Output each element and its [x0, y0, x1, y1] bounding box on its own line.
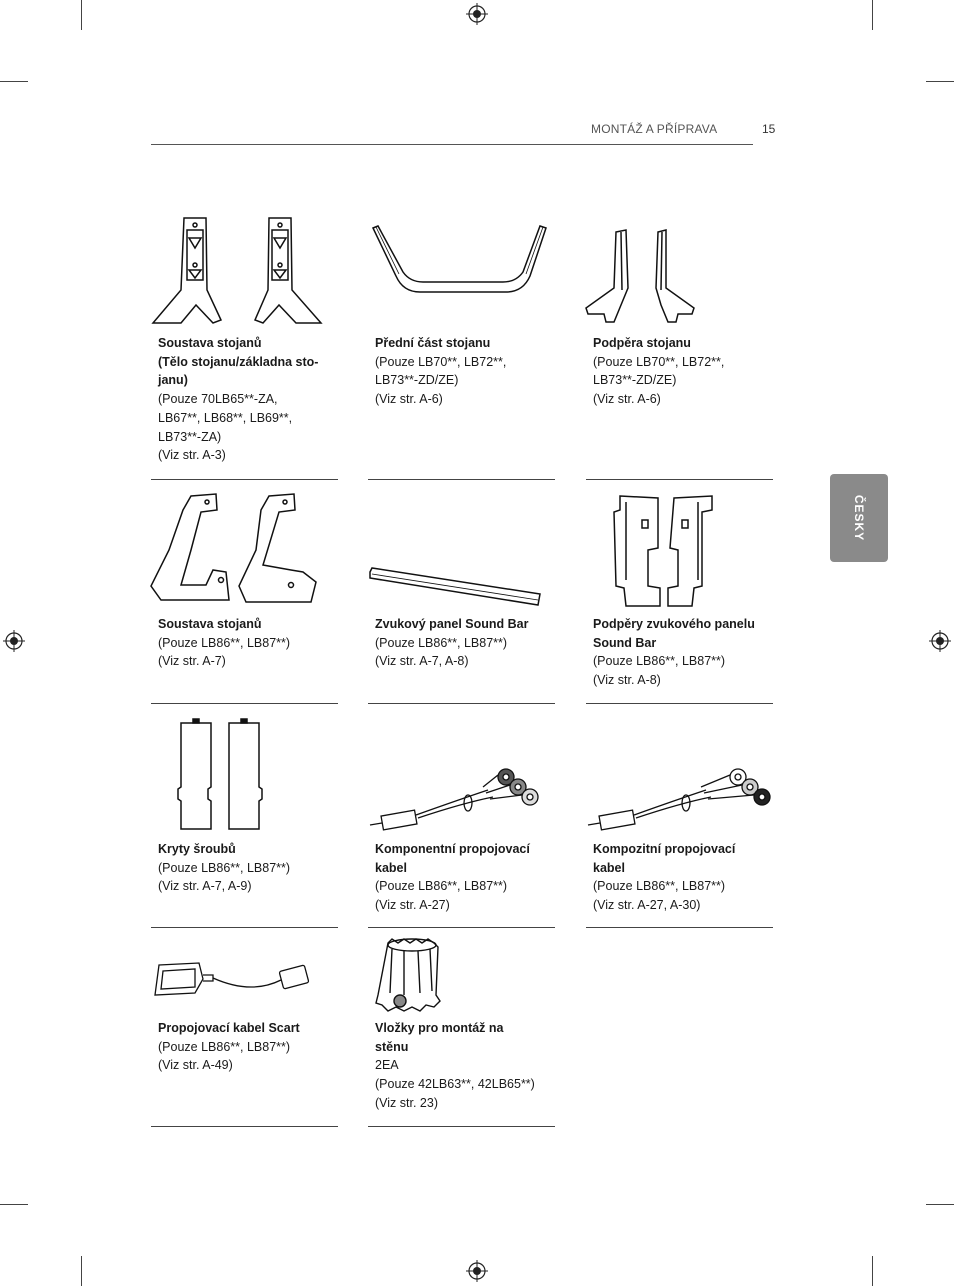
language-tab-label: ČESKY — [852, 494, 866, 542]
crop-mark — [0, 1204, 28, 1205]
crop-mark — [81, 1256, 82, 1286]
item-description — [158, 334, 336, 465]
item-divider — [151, 479, 338, 480]
item-title-cont: Sound Bar — [593, 635, 657, 650]
item-line: (Viz str. A-27) — [375, 898, 450, 913]
item-divider — [586, 927, 773, 928]
sound-bar-support-icon — [586, 490, 773, 610]
item-title-cont: kabel — [375, 860, 407, 875]
component-cable-icon — [368, 715, 555, 835]
crop-mark — [926, 81, 954, 82]
registration-mark-icon — [466, 3, 488, 25]
item-line: LB73**-ZA) — [158, 429, 222, 444]
item-line: (Viz str. A-8) — [593, 673, 661, 688]
item-line: (Viz str. A-27, A-30) — [593, 898, 701, 913]
item-title: Přední část stojanu — [375, 336, 491, 350]
item-line: (Viz str. A-6) — [593, 392, 661, 407]
stand-assembly-lb86-icon — [151, 490, 338, 610]
item-title: Propojovací kabel Scart — [158, 1021, 300, 1035]
item-title: Zvukový panel Sound Bar — [375, 617, 529, 631]
item-description — [158, 840, 336, 896]
item-line: (Viz str. 23) — [375, 1095, 438, 1110]
item-description — [375, 1019, 553, 1113]
composite-cable-icon — [586, 715, 773, 835]
item-title-cont: kabel — [593, 860, 625, 875]
item-line: (Pouze 42LB63**, 42LB65**) — [375, 1077, 535, 1092]
crop-mark — [926, 1204, 954, 1205]
item-line: (Viz str. A-6) — [375, 392, 443, 407]
item-title-cont: stěnu — [375, 1039, 409, 1054]
section-title: MONTÁŽ A PŘÍPRAVA — [591, 122, 718, 136]
item-line: (Pouze LB86**, LB87**) — [593, 879, 726, 894]
stand-front-icon — [368, 210, 555, 330]
item-divider — [368, 1126, 555, 1127]
item-line: (Viz str. A-7) — [158, 654, 226, 669]
crop-mark — [872, 1256, 873, 1286]
registration-mark-icon — [929, 630, 951, 652]
item-line: (Pouze LB86**, LB87**) — [158, 635, 291, 650]
stand-support-icon — [586, 210, 773, 330]
item-line: (Pouze LB86**, LB87**) — [593, 654, 726, 669]
item-line: LB73**-ZD/ZE) — [375, 373, 459, 388]
registration-mark-icon — [3, 630, 25, 652]
item-divider — [151, 703, 338, 704]
item-divider — [368, 479, 555, 480]
screw-cover-icon — [151, 715, 338, 835]
item-description — [593, 615, 771, 690]
item-line: LB67**, LB68**, LB69**, — [158, 410, 293, 425]
crop-mark — [81, 0, 82, 30]
item-divider — [368, 703, 555, 704]
item-divider — [151, 1126, 338, 1127]
header-divider — [151, 144, 753, 145]
item-divider — [151, 927, 338, 928]
item-title: Soustava stojanů — [158, 336, 262, 350]
item-title: Podpěra stojanu — [593, 336, 691, 350]
item-line: (Viz str. A-7, A-8) — [375, 654, 469, 669]
item-description — [158, 1019, 336, 1075]
item-title-cont: janu) — [158, 373, 188, 388]
page-number: 15 — [762, 122, 776, 136]
item-description — [375, 334, 553, 409]
sound-bar-icon — [368, 490, 555, 610]
item-divider — [586, 479, 773, 480]
item-description — [593, 840, 771, 915]
item-title: Kryty šroubů — [158, 842, 236, 856]
stand-assembly-icon — [151, 210, 338, 330]
crop-mark — [0, 81, 28, 82]
item-line: (Viz str. A-7, A-9) — [158, 879, 252, 894]
registration-mark-icon — [466, 1260, 488, 1282]
item-line: (Pouze LB70**, LB72**, — [375, 354, 507, 369]
crop-mark — [872, 0, 873, 30]
wall-mount-spacer-icon — [368, 935, 555, 1015]
language-tab — [830, 474, 888, 562]
item-line: (Pouze 70LB65**-ZA, — [158, 392, 278, 407]
item-title: Podpěry zvukového panelu — [593, 617, 755, 631]
item-description — [593, 334, 771, 409]
item-title: Kompozitní propojovací — [593, 842, 736, 856]
item-divider — [586, 703, 773, 704]
item-title: Komponentní propojovací — [375, 842, 530, 856]
item-line: (Viz str. A-49) — [158, 1058, 233, 1073]
item-line: LB73**-ZD/ZE) — [593, 373, 677, 388]
item-line: (Pouze LB86**, LB87**) — [158, 860, 291, 875]
item-divider — [368, 927, 555, 928]
item-title: Vložky pro montáž na — [375, 1021, 504, 1035]
item-line: (Viz str. A-3) — [158, 448, 226, 463]
item-line: (Pouze LB70**, LB72**, — [593, 354, 725, 369]
item-line: 2EA — [375, 1058, 399, 1073]
item-description — [375, 840, 553, 915]
item-line: (Pouze LB86**, LB87**) — [375, 879, 508, 894]
item-title: Soustava stojanů — [158, 617, 262, 631]
scart-cable-icon — [151, 935, 338, 1015]
item-line: (Pouze LB86**, LB87**) — [375, 635, 508, 650]
item-title-cont: (Tělo stojanu/základna sto- — [158, 354, 319, 369]
item-line: (Pouze LB86**, LB87**) — [158, 1039, 291, 1054]
item-description — [375, 615, 553, 671]
item-description — [158, 615, 336, 671]
